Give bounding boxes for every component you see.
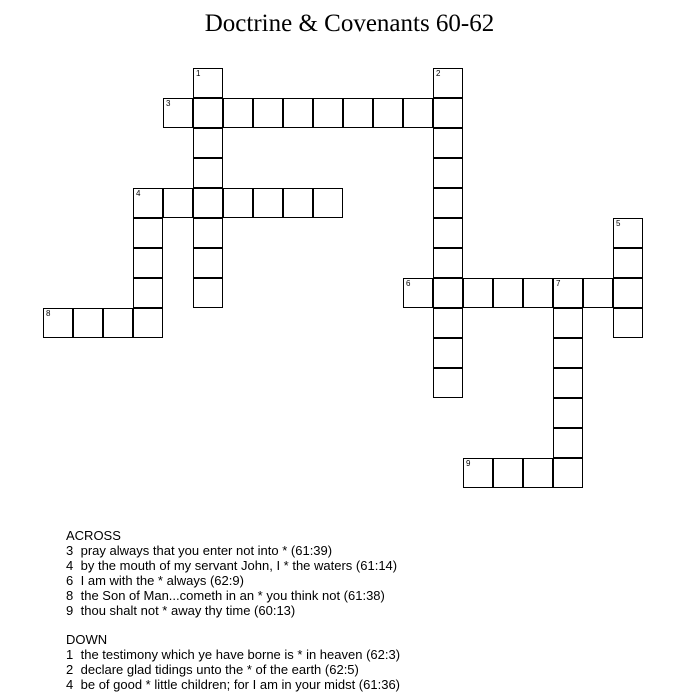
grid-cell[interactable] (193, 158, 223, 188)
down-clues (66, 647, 400, 692)
grid-cell[interactable] (103, 308, 133, 338)
grid-cell[interactable] (193, 278, 223, 308)
grid-cell[interactable] (163, 98, 193, 128)
cell-number: 6 (406, 279, 411, 288)
cell-number: 8 (46, 309, 51, 318)
grid-cell[interactable] (433, 248, 463, 278)
grid-cell[interactable] (613, 248, 643, 278)
clue-text: I am with the * always (62:9) (80, 573, 244, 588)
clue-text: thou shalt not * away thy time (60:13) (80, 603, 296, 618)
grid-cell[interactable] (133, 218, 163, 248)
grid-cell[interactable] (553, 398, 583, 428)
clue-section (66, 528, 400, 692)
grid-cell[interactable] (73, 308, 103, 338)
cell-number: 7 (556, 279, 561, 288)
grid-cell[interactable] (133, 308, 163, 338)
grid-cell[interactable] (553, 428, 583, 458)
cell-number: 5 (616, 219, 621, 228)
grid-cell[interactable] (523, 458, 553, 488)
grid-cell[interactable] (193, 218, 223, 248)
clue-text: pray always that you enter not into * (61:39) (80, 543, 333, 558)
grid-cell[interactable] (493, 458, 523, 488)
grid-cell[interactable] (403, 278, 433, 308)
grid-cell[interactable] (193, 98, 223, 128)
cell-number: 4 (136, 189, 141, 198)
grid-cell[interactable] (433, 278, 463, 308)
grid-cell[interactable] (343, 98, 373, 128)
grid-cell[interactable] (433, 368, 463, 398)
clue-text: be of good * little children; for I am in your midst (61:36) (80, 677, 401, 692)
cell-number: 2 (436, 69, 441, 78)
grid-cell[interactable] (463, 278, 493, 308)
grid-cell[interactable] (433, 158, 463, 188)
clue-number: 1 (66, 647, 74, 662)
grid-cell[interactable] (133, 278, 163, 308)
clue-item (66, 603, 400, 618)
clue-item (66, 543, 400, 558)
cell-number: 1 (196, 69, 201, 78)
grid-cell[interactable] (433, 308, 463, 338)
grid-cell[interactable] (283, 188, 313, 218)
grid-cell[interactable] (313, 188, 343, 218)
clue-text: by the mouth of my servant John, I * the waters (61:14) (80, 558, 398, 573)
clue-text: the testimony which ye have borne is * in heaven (62:3) (80, 647, 401, 662)
clue-number: 4 (66, 677, 74, 692)
clue-item (66, 588, 400, 603)
clue-item (66, 647, 400, 662)
grid-cell[interactable] (433, 68, 463, 98)
clue-item (66, 677, 400, 692)
clue-number: 6 (66, 573, 74, 588)
cell-number: 3 (166, 99, 171, 108)
grid-cell[interactable] (223, 98, 253, 128)
clue-number: 4 (66, 558, 74, 573)
clue-number: 8 (66, 588, 74, 603)
grid-cell[interactable] (433, 128, 463, 158)
grid-cell[interactable] (463, 458, 493, 488)
clue-text: the Son of Man...cometh in an * you think not (61:38) (80, 588, 385, 603)
grid-cell[interactable] (433, 338, 463, 368)
clue-item (66, 662, 400, 677)
grid-cell[interactable] (433, 98, 463, 128)
grid-cell[interactable] (493, 278, 523, 308)
grid-cell[interactable] (313, 98, 343, 128)
grid-cell[interactable] (253, 188, 283, 218)
grid-cell[interactable] (523, 278, 553, 308)
grid-cell[interactable] (193, 248, 223, 278)
grid-cell[interactable] (403, 98, 433, 128)
grid-cell[interactable] (373, 98, 403, 128)
grid-cell[interactable] (163, 188, 193, 218)
grid-cell[interactable] (133, 248, 163, 278)
grid-cell[interactable] (613, 278, 643, 308)
clue-number: 9 (66, 603, 74, 618)
clue-number: 2 (66, 662, 74, 677)
across-heading: ACROSS (66, 528, 121, 543)
grid-cell[interactable] (193, 128, 223, 158)
across-clues (66, 543, 400, 618)
grid-cell[interactable] (193, 68, 223, 98)
grid-cell[interactable] (553, 458, 583, 488)
grid-cell[interactable] (553, 338, 583, 368)
grid-cell[interactable] (283, 98, 313, 128)
grid-cell[interactable] (583, 278, 613, 308)
grid-cell[interactable] (613, 308, 643, 338)
grid-cell[interactable] (613, 218, 643, 248)
grid-cell[interactable] (553, 278, 583, 308)
grid-cell[interactable] (133, 188, 163, 218)
grid-cell[interactable] (253, 98, 283, 128)
cell-number: 9 (466, 459, 471, 468)
grid-cell[interactable] (43, 308, 73, 338)
clue-number: 3 (66, 543, 74, 558)
grid-cell[interactable] (433, 188, 463, 218)
puzzle-title: Doctrine & Covenants 60-62 (204, 10, 495, 37)
grid-cell[interactable] (553, 368, 583, 398)
clue-item (66, 558, 400, 573)
grid-cell[interactable] (433, 218, 463, 248)
grid-cell[interactable] (553, 308, 583, 338)
clue-item (66, 573, 400, 588)
down-heading: DOWN (66, 632, 108, 647)
clue-text: declare glad tidings unto the * of the earth (62:5) (80, 662, 359, 677)
grid-cell[interactable] (223, 188, 253, 218)
grid-cell[interactable] (193, 188, 223, 218)
